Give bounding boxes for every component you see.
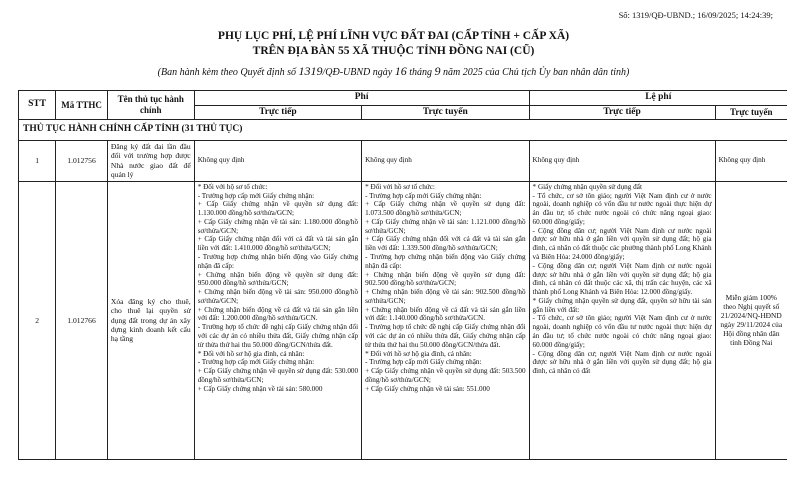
fee-line: - Tổ chức, cơ sở tôn giáo; người Việt Nam định cư ở nước ngoài, doanh nghiệp có vốn đầu tư nước ngoài thực hiện dự án đầu tư; tổ chức nước ngoài có chức năng ngoại giao: 60.000 đồng/giấy; (532, 314, 712, 349)
fee-line: - Cộng đồng dân cư; người Việt Nam định cư nước ngoài được sở hữu nhà ở gắn liền với quyền sử dụng đất; hộ gia đình, cá nhân có đất (532, 349, 712, 376)
fee-line: + Chứng nhận biến động về cả đất và tài sản gắn liền với đất: 1.200.000 đồng/hồ sơ/thửa/GCN. (197, 305, 359, 323)
document-reference: Số: 1319/QĐ-UBND.; 16/09/2025; 14:24:39; (618, 10, 773, 20)
fee-line: * Giấy chứng nhận quyền sử dụng đất, quyền sở hữu tài sản gắn liền với đất: (532, 296, 712, 314)
row-code: 1.012766 (56, 181, 108, 459)
row-code: 1.012756 (56, 140, 108, 181)
fee-line: + Chứng nhận biến động về quyền sử dụng đất: 902.500 đồng/hồ sơ/thửa/GCN; (365, 270, 526, 288)
fee-line: + Cấp Giấy chứng nhận về quyền sử dụng đất: 1.073.500 đồng/hồ sơ/thửa/GCN; (365, 200, 526, 218)
row-phi-truc-tuyen (362, 181, 529, 459)
fee-line: * Đối với hồ sơ hộ gia đình, cá nhân: (197, 349, 305, 358)
row-phi-truc-tiep: Không quy định (194, 140, 361, 181)
fee-line: - Trường hợp cấp mới Giấy chứng nhận: (365, 191, 482, 200)
row-stt: 2 (19, 181, 56, 459)
fee-line: - Trường hợp tổ chức đề nghị cấp Giấy chứng nhận đổi với các dự án có nhiều thửa đất, Giấy chứng nhận cấp từ thửa thứ hai thu 50.000 đồng/GCN/thửa đất. (365, 323, 526, 349)
row-le-phi-truc-tuyen: Không quy định (715, 140, 787, 181)
document-title-line2: TRÊN ĐỊA BÀN 55 XÃ THUỘC TỈNH ĐỒNG NAI (CŨ) (252, 45, 535, 57)
fee-line: + Chứng nhận biến động về quyền sử dụng đất: 950.000 đồng/hồ sơ/thửa/GCN; (197, 270, 359, 288)
fee-line: + Cấp Giấy chứng nhận về tài sản: 580.000 (197, 384, 323, 393)
fee-line: + Cấp Giấy chứng nhận đối với cả đất và tài sản gắn liền với đất: 1.410.000 đồng/hồ sơ/thửa/GCN; (197, 235, 359, 253)
fee-line: * Đối với hồ sơ hộ gia đình, cá nhân: (365, 349, 472, 358)
fee-line: * Giấy chứng nhận quyền sử dụng đất (532, 182, 642, 191)
section-title: THỦ TỤC HÀNH CHÍNH CẤP TỈNH (31 THỦ TỤC) (19, 120, 787, 141)
fee-line: + Chứng nhận biến động về tài sản: 902.500 đồng/hồ sơ/thửa/GCN; (365, 288, 526, 305)
document-subtitle: (Ban hành kèm theo Quyết định số 1319/QĐ-UBND ngày 16 tháng 9 năm 2025 của Chủ tịch Ủy ban nhân dân tỉnh) (157, 64, 630, 78)
row-le-phi-truc-tuyen: Miễn giảm 100% theo Nghị quyết số 21/2024/NQ-HĐND ngày 29/11/2024 của Hội đồng nhân dân tỉnh Đồng Nai (715, 181, 787, 459)
row-le-phi-truc-tiep: Không quy định (529, 140, 715, 181)
header-procedure-name: Tên thủ tục hành chính (107, 91, 194, 120)
fee-line: - Tổ chức, cơ sở tôn giáo; người Việt Nam định cư ở nước ngoài, doanh nghiệp có vốn đầu tư nước ngoài thực hiện dự án đầu tư; tổ chức nước ngoài có chức năng ngoại giao: 60.000 đồng/giấy; (532, 191, 712, 226)
row-procedure-name: Đăng ký đất đai lần đầu đối với trường hợp được Nhà nước giao đất để quản lý (107, 140, 194, 181)
fee-line: - Trường hợp cấp mới Giấy chứng nhận: (197, 358, 315, 367)
table-row (19, 181, 787, 459)
fee-line: + Cấp Giấy chứng nhận về quyền sử dụng đất: 530.000 đồng/hồ sơ/thửa/GCN; (197, 367, 359, 384)
fee-line: * Đối với hồ sơ tổ chức: (365, 182, 435, 191)
fee-line: - Trường hợp cấp mới Giấy chứng nhận: (197, 191, 315, 200)
fee-line: - Trường hợp chứng nhận biến động vào Giấy chứng nhận đã cấp: (365, 252, 526, 270)
fee-line: - Trường hợp chứng nhận biến động vào Giấy chứng nhận đã cấp: (197, 252, 359, 270)
fee-table (18, 90, 787, 460)
header-code: Mã TTHC (56, 91, 108, 120)
fee-line: - Trường hợp cấp mới Giấy chứng nhận: (365, 358, 482, 367)
document-title-line1: PHỤ LỤC PHÍ, LỆ PHÍ LĨNH VỰC ĐẤT ĐAI (CẤP TỈNH + CẤP XÃ) (217, 30, 570, 42)
fee-line: + Cấp Giấy chứng nhận về quyền sử dụng đất: 503.500 đồng/hồ sơ/thửa/GCN; (365, 367, 526, 384)
row-phi-truc-tiep (194, 181, 361, 459)
row-procedure-name: Xóa đăng ký cho thuê, cho thuê lại quyền sử dụng đất trong dự án xây dựng kinh doanh kết cấu hạ tầng (107, 181, 194, 459)
row-le-phi-truc-tiep (529, 181, 715, 459)
header-le-phi-truc-tuyen: Trực tuyến (715, 105, 787, 120)
fee-line: + Cấp Giấy chứng nhận về tài sản: 551.000 (365, 384, 490, 393)
row-stt: 1 (19, 140, 56, 181)
header-phi-truc-tiep: Trực tiếp (194, 105, 361, 120)
fee-line: - Trường hợp tổ chức đề nghị cấp Giấy chứng nhận đổi với các dự án có nhiều thửa đất, Giấy chứng nhận cấp từ thửa thứ hai thu 50.000 đồng/GCN/thửa đất. (197, 323, 359, 349)
fee-line: + Chứng nhận biến động về tài sản: 950.000 đồng/hồ sơ/thửa/GCN; (197, 288, 359, 305)
fee-line: + Cấp Giấy chứng nhận về tài sản: 1.180.000 đồng/hồ sơ/thửa/GCN; (197, 217, 359, 235)
fee-line: + Cấp Giấy chứng nhận về quyền sử dụng đất: 1.130.000 đồng/hồ sơ/thửa/GCN; (197, 200, 359, 218)
header-stt: STT (19, 91, 56, 120)
header-phi: Phí (194, 91, 529, 106)
header-le-phi-truc-tiep: Trực tiếp (529, 105, 715, 120)
header-phi-truc-tuyen: Trực tuyến (362, 105, 529, 120)
fee-line: - Cộng đồng dân cư; người Việt Nam định cư nước ngoài được sở hữu nhà ở gắn liền với quyền sử dụng đất; hộ gia đình, cá nhân có đất thuộc các phường thành phố Long Khánh và Biên Hòa: 24.000 đồng/giấy; (532, 226, 712, 261)
fee-line: + Cấp Giấy chứng nhận về tài sản: 1.121.000 đồng/hồ sơ/thửa/GCN; (365, 217, 526, 235)
table-row (19, 140, 787, 181)
fee-line: + Chứng nhận biến động về cả đất và tài sản gắn liền với đất: 1.140.000 đồng/hồ sơ/thửa/GCN. (365, 305, 526, 323)
fee-line: - Cộng đồng dân cư; người Việt Nam định cư nước ngoài được sở hữu nhà ở gắn liền với quyền sử dụng đất; hộ gia đình, cá nhân có đất thuộc các xã, thị trấn các huyện, các xã thành phố Long Khánh và Biên Hòa: 12.000 đồng/giấy. (532, 261, 712, 297)
fee-line: + Cấp Giấy chứng nhận đối với cả đất và tài sản gắn liền với đất: 1.339.500 đồng/hồ sơ/thửa/GCN; (365, 235, 526, 253)
header-le-phi: Lệ phí (529, 91, 787, 106)
row-phi-truc-tuyen: Không quy định (362, 140, 529, 181)
fee-line: * Đối với hộ sơ tổ chức: (197, 182, 268, 191)
